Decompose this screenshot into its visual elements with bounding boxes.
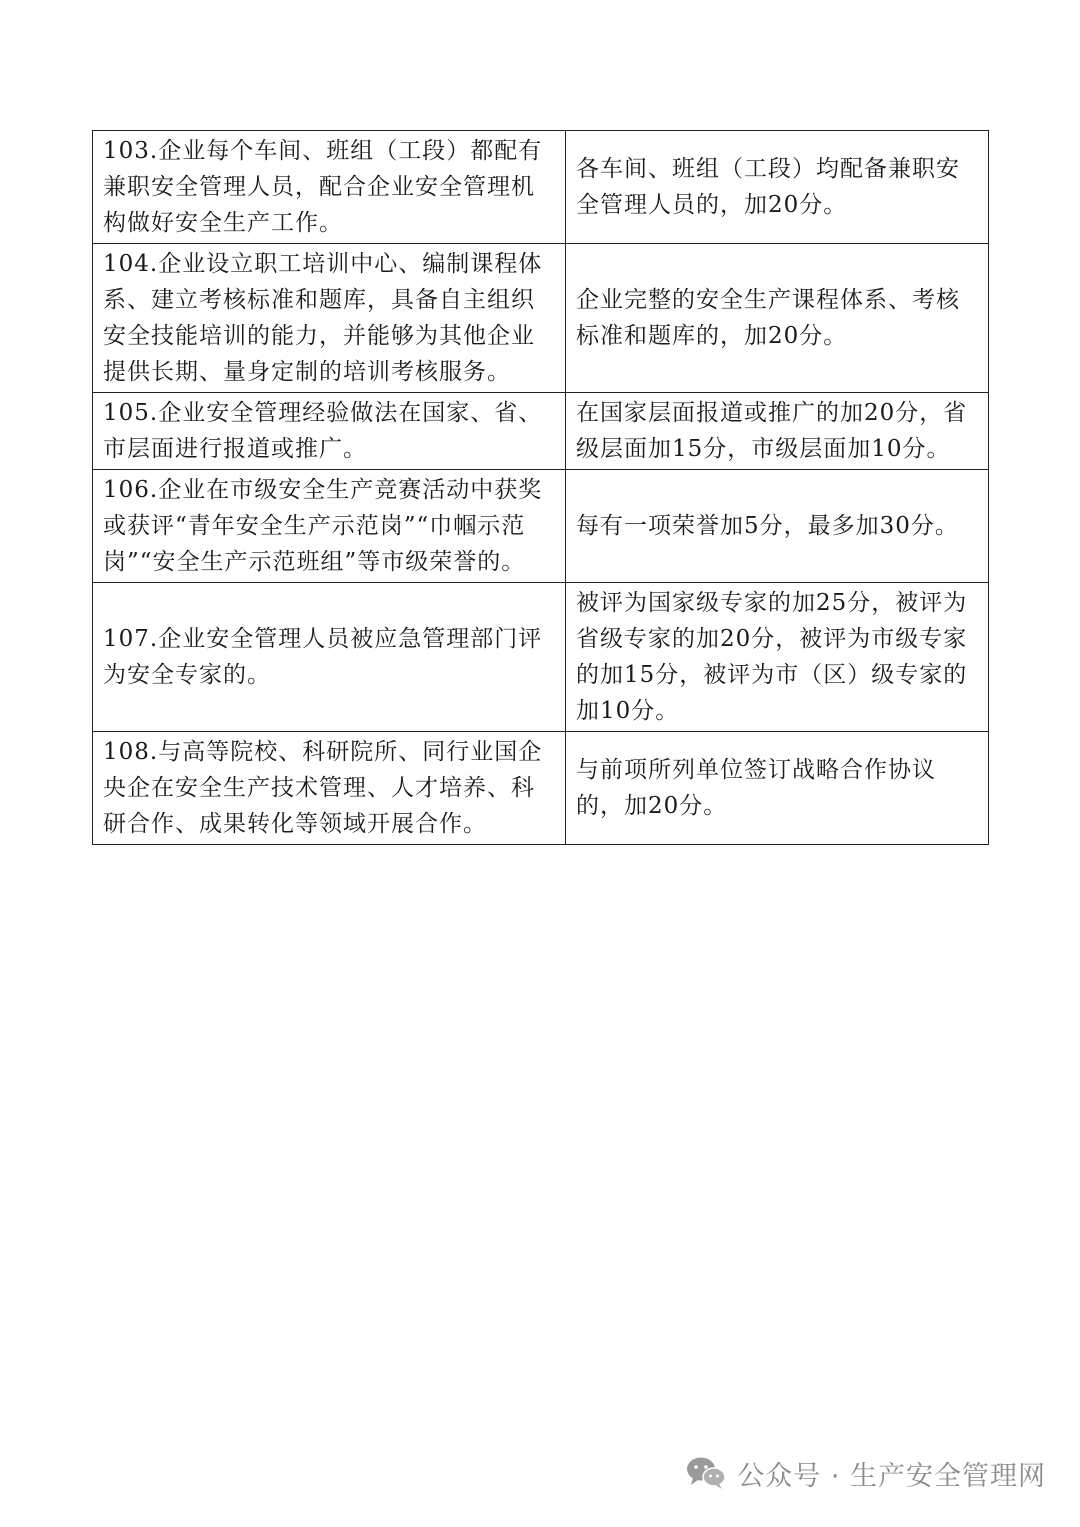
criterion-cell: 103.企业每个车间、班组（工段）都配有兼职安全管理人员，配合企业安全管理机构做好安全生产工作。 [93, 131, 566, 244]
criterion-cell: 106.企业在市级安全生产竞赛活动中获奖或获评“青年安全生产示范岗”“巾帼示范岗”“安全生产示范班组”等市级荣誉的。 [93, 470, 566, 583]
score-cell: 与前项所列单位签订战略合作协议的，加20分。 [566, 732, 989, 845]
score-cell: 在国家层面报道或推广的加20分，省级层面加15分，市级层面加10分。 [566, 393, 989, 470]
criterion-cell: 107.企业安全管理人员被应急管理部门评为安全专家的。 [93, 583, 566, 732]
score-cell: 各车间、班组（工段）均配备兼职安全管理人员的，加20分。 [566, 131, 989, 244]
source-watermark [685, 1453, 1046, 1493]
table-row [93, 131, 989, 244]
criteria-table [92, 130, 989, 845]
score-cell: 企业完整的安全生产课程体系、考核标准和题库的，加20分。 [566, 244, 989, 393]
wechat-icon [685, 1455, 727, 1491]
score-cell: 每有一项荣誉加5分，最多加30分。 [566, 470, 989, 583]
table-row [93, 583, 989, 732]
table-row [93, 244, 989, 393]
table-row [93, 732, 989, 845]
criterion-cell: 105.企业安全管理经验做法在国家、省、市层面进行报道或推广。 [93, 393, 566, 470]
criterion-cell: 104.企业设立职工培训中心、编制课程体系、建立考核标准和题库，具备自主组织安全技能培训的能力，并能够为其他企业提供长期、量身定制的培训考核服务。 [93, 244, 566, 393]
criterion-cell: 108.与高等院校、科研院所、同行业国企央企在安全生产技术管理、人才培养、科研合作、成果转化等领域开展合作。 [93, 732, 566, 845]
score-cell: 被评为国家级专家的加25分，被评为省级专家的加20分，被评为市级专家的加15分，被评为市（区）级专家的加10分。 [566, 583, 989, 732]
watermark-text: 公众号 · 生产安全管理网 [737, 1460, 1046, 1492]
table-row [93, 470, 989, 583]
table-row [93, 393, 989, 470]
